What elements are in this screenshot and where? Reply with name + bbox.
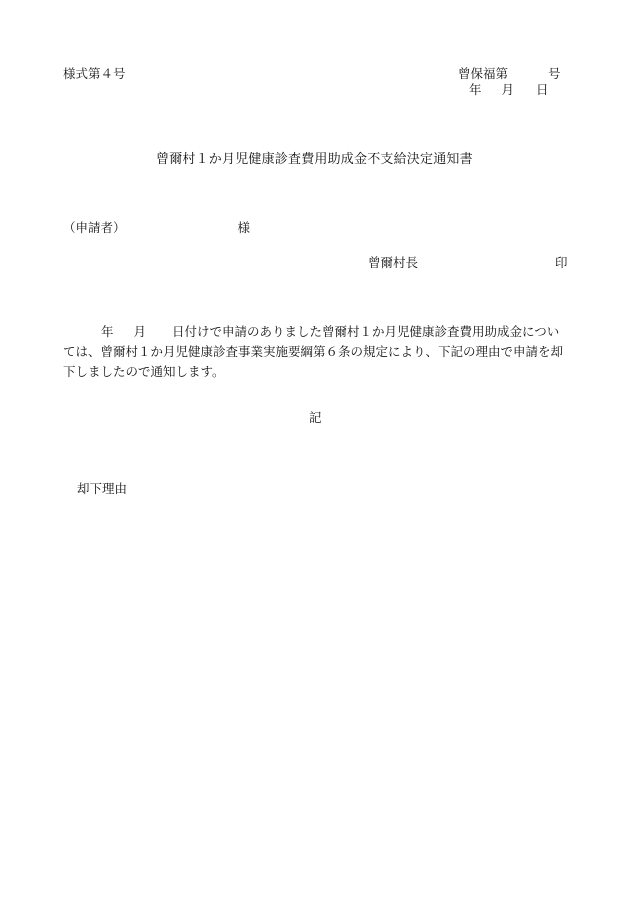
applicant-line [63,222,250,235]
date-year: 年 [469,82,482,97]
applicant-honorific: 様 [237,220,251,235]
issue-date [469,84,549,97]
reference-prefix: 曾保福第 [458,66,509,81]
date-day: 日 [536,82,549,97]
body-year: 年 [101,324,114,339]
reference-number [458,68,561,81]
form-number: 様式第４号 [63,66,126,81]
note-heading: 記 [309,410,322,425]
rejection-reason-label: 却下理由 [77,481,128,496]
applicant-label: （申請者） [63,220,126,235]
sender-name: 曾爾村長 [368,255,419,270]
body-text: 日付けで申請のありました曾爾村１か月児健康診査費用助成金については、曾爾村１か月児健康診査事業実施要綱第６条の規定により、下記の理由で申請を却下しましたので通知します。 [63,324,564,379]
date-month: 月 [501,82,515,97]
document-title: 曾爾村１か月児健康診査費用助成金不支給決定通知書 [156,152,473,167]
body-month: 月 [133,324,147,339]
seal-mark: 印 [555,255,568,270]
reference-suffix: 号 [548,66,561,81]
notice-body [63,322,569,382]
